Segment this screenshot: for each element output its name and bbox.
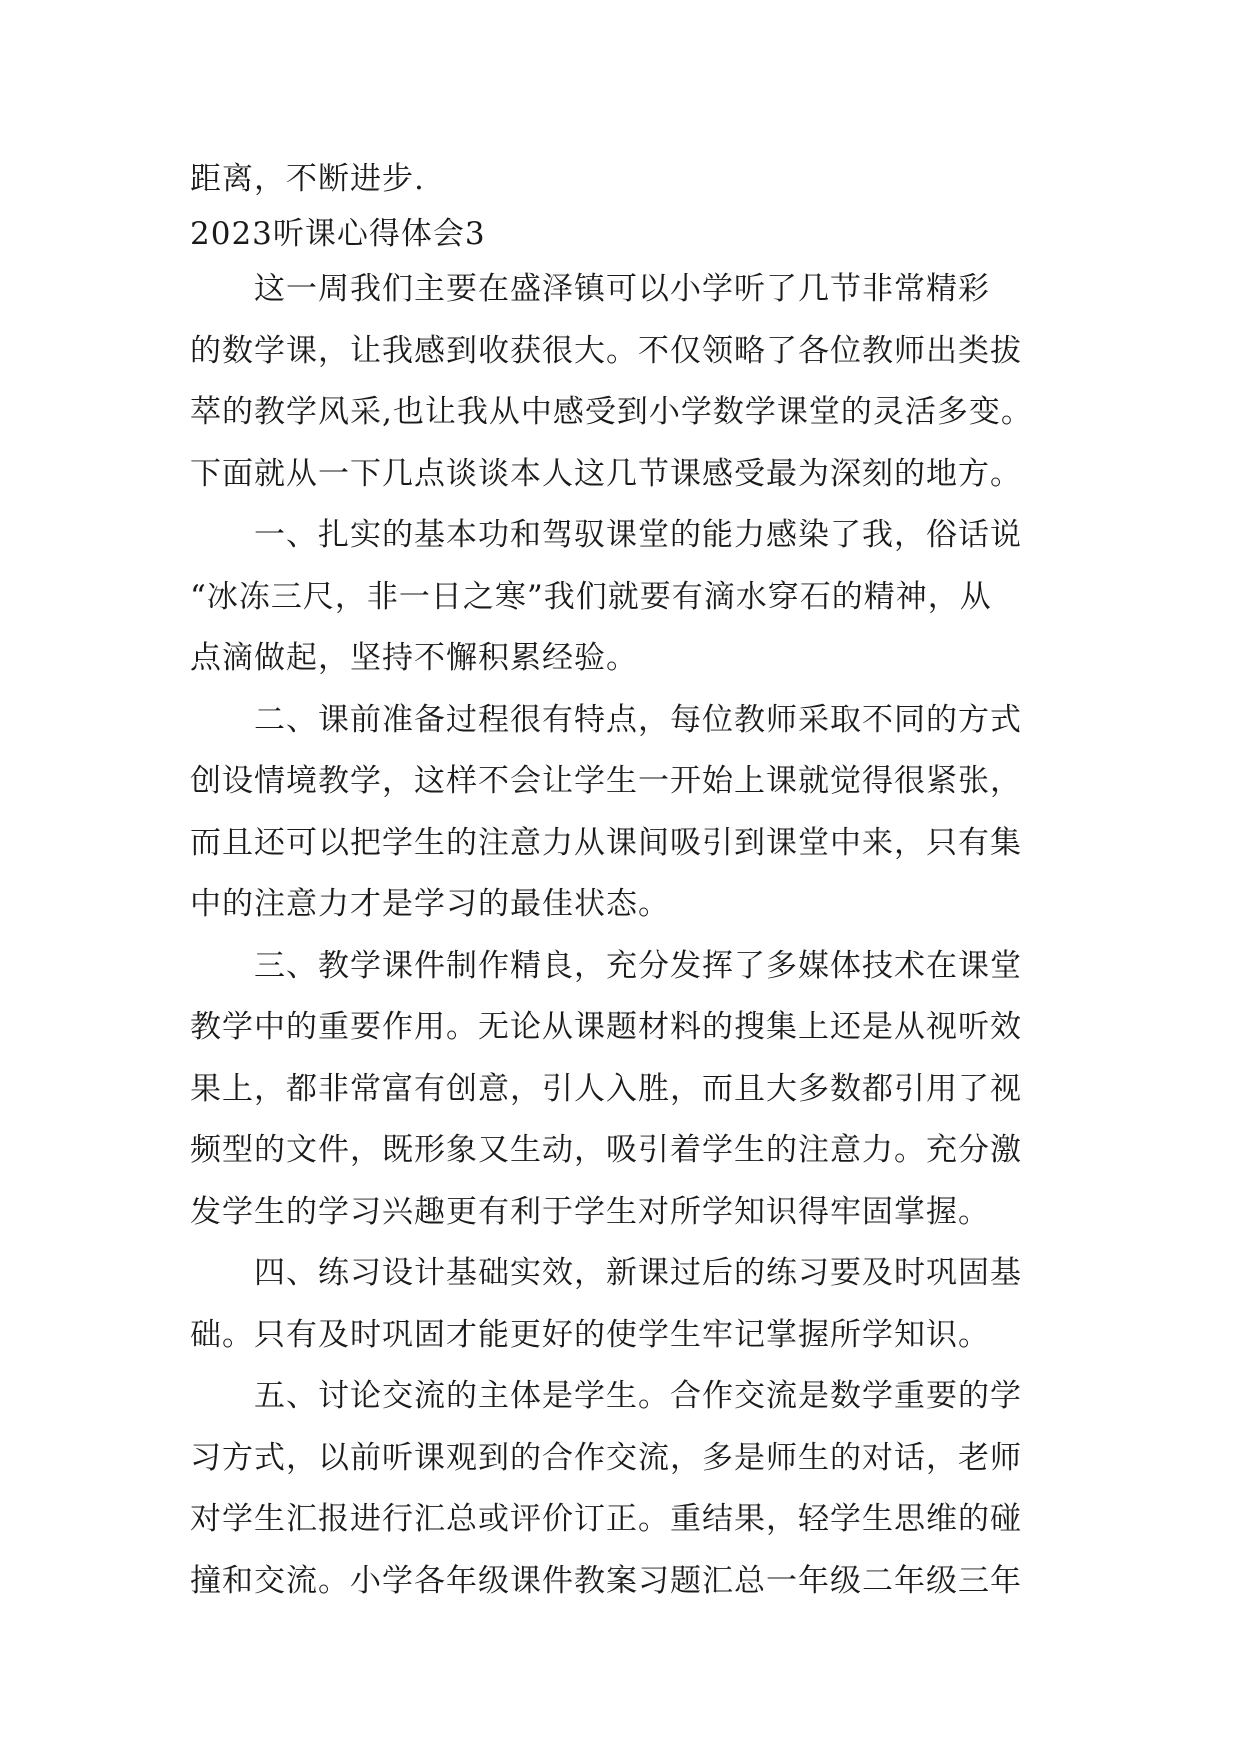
paragraph-line: 础。只有及时巩固才能更好的使学生牢记掌握所学知识。 xyxy=(190,1316,990,1353)
document-body xyxy=(190,158,1060,1621)
paragraph-3 xyxy=(190,699,1060,926)
paragraph-6 xyxy=(190,1375,1060,1602)
paragraph-5 xyxy=(190,1252,1060,1356)
lead-fragment: 距离，不断进步. xyxy=(190,161,425,197)
paragraph-4 xyxy=(190,945,1060,1233)
paragraph-line: 二、课前准备过程很有特点，每位教师采取不同的方式 xyxy=(254,701,1022,738)
paragraph-line: 习方式，以前听课观到的合作交流，多是师生的对话，老师 xyxy=(190,1439,1022,1476)
paragraph-1 xyxy=(190,268,1060,495)
intro-block xyxy=(190,158,1060,255)
paragraph-line: 撞和交流。小学各年级课件教案习题汇总一年级二年级三年 xyxy=(190,1562,1022,1599)
paragraph-line: 教学中的重要作用。无论从课题材料的搜集上还是从视听效 xyxy=(190,1009,1022,1045)
paragraph-line: 发学生的学习兴趣更有利于学生对所学知识得牢固掌握。 xyxy=(190,1193,990,1230)
paragraph-line: 五、讨论交流的主体是学生。合作交流是数学重要的学 xyxy=(254,1378,1022,1414)
paragraph-line: 三、教学课件制作精良，充分发挥了多媒体技术在课堂 xyxy=(254,947,1022,984)
section-heading: 2023听课心得体会3 xyxy=(190,216,486,252)
paragraph-line: 对学生汇报进行汇总或评价订正。重结果，轻学生思维的碰 xyxy=(190,1501,1022,1537)
paragraph-line: 的数学课，让我感到收获很大。不仅领略了各位教师出类拔 xyxy=(190,332,1022,369)
paragraph-line: 果上，都非常富有创意，引人入胜，而且大多数都引用了视 xyxy=(190,1070,1022,1107)
paragraph-line: 这一周我们主要在盛泽镇可以小学听了几节非常精彩 xyxy=(254,271,990,307)
paragraph-line: 而且还可以把学生的注意力从课间吸引到课堂中来，只有集 xyxy=(190,824,1022,861)
paragraph-line: 一、扎实的基本功和驾驭课堂的能力感染了我，俗话说 xyxy=(254,517,1022,553)
paragraph-line: 萃的教学风采,也让我从中感受到小学数学课堂的灵活多变。 xyxy=(190,394,1033,430)
paragraph-line: 创设情境教学，这样不会让学生一开始上课就觉得很紧张， xyxy=(190,763,1022,799)
paragraph-line: “冰冻三尺，非一日之寒”我们就要有滴水穿石的精神，从 xyxy=(190,578,992,615)
paragraph-line: 下面就从一下几点谈谈本人这几节课感受最为深刻的地方。 xyxy=(190,455,1022,492)
paragraph-line: 四、练习设计基础实效，新课过后的练习要及时巩固基 xyxy=(254,1255,1022,1291)
paragraph-line: 中的注意力才是学习的最佳状态。 xyxy=(190,886,670,922)
paragraph-line: 频型的文件，既形象又生动，吸引着学生的注意力。充分激 xyxy=(190,1132,1022,1168)
paragraph-2 xyxy=(190,514,1060,679)
paragraph-line: 点滴做起，坚持不懈积累经验。 xyxy=(190,640,638,676)
